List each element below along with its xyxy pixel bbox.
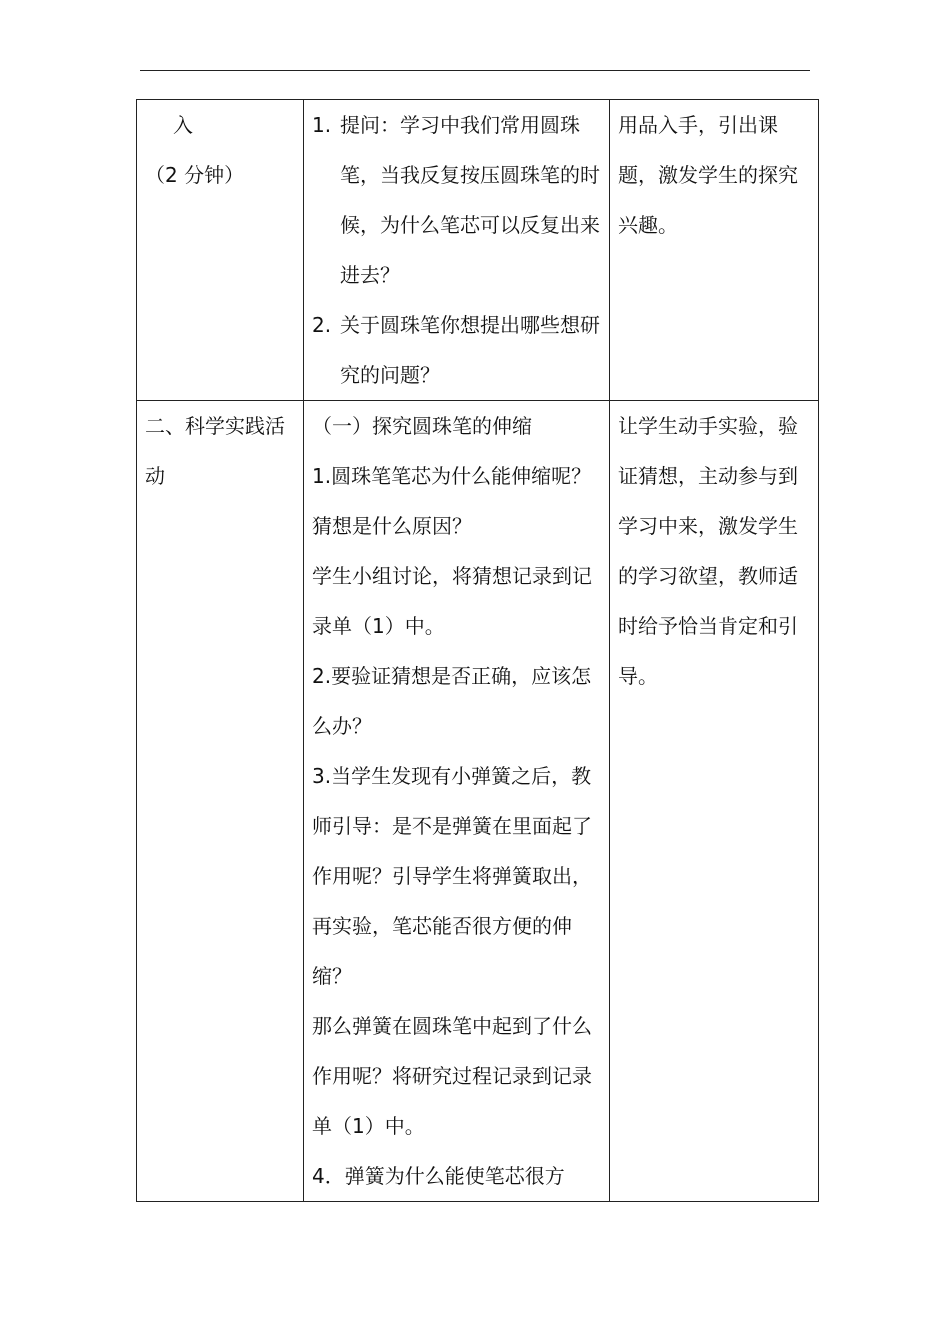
stage-duration: （2 分钟） [145,163,245,187]
paragraph: 2.要验证猜想是否正确，应该怎么办？ [312,664,592,738]
item-text: 提问：学习中我们常用圆珠笔，当我反复按压圆珠笔的时候，为什么笔芯可以反复出来进去？ [340,113,600,287]
paragraph: 那么弹簧在圆珠笔中起到了什么作用呢？将研究过程记录到记录单（1）中。 [312,1014,592,1138]
table-row [137,100,819,401]
activity-cell [304,100,610,401]
item-number: 2. [312,313,332,337]
purpose-cell [610,100,819,401]
stage-cell [137,100,304,401]
purpose-text: 让学生动手实验，验证猜想，主动参与到学习中来，激发学生的学习欲望，教师适时给予恰当肯定和引导。 [618,414,798,688]
list-item [312,100,603,300]
table-row [137,401,819,1202]
stage-cell [137,401,304,1202]
paragraph: 4．弹簧为什么能使笔芯很方 [312,1164,565,1188]
stage-label: 入 [173,113,193,137]
activity-cell [304,401,610,1202]
stage-label: 二、科学实践活动 [145,414,285,488]
purpose-cell [610,401,819,1202]
paragraph: 学生小组讨论，将猜想记录到记录单（1）中。 [312,564,592,638]
list-item [312,300,603,400]
item-text: 关于圆珠笔你想提出哪些想研究的问题？ [340,313,600,387]
lesson-plan-table [136,99,819,1202]
purpose-text: 用品入手，引出课题，激发学生的探究兴趣。 [618,113,798,237]
paragraph: 1.圆珠笔笔芯为什么能伸缩呢？猜想是什么原因？ [312,464,592,538]
header-rule [140,70,810,71]
paragraph: 3.当学生发现有小弹簧之后，教师引导：是不是弹簧在里面起了作用呢？引导学生将弹簧取出，再实验，笔芯能否很方便的伸缩？ [312,764,592,988]
paragraph: （一）探究圆珠笔的伸缩 [312,414,532,438]
item-number: 1. [312,113,332,137]
